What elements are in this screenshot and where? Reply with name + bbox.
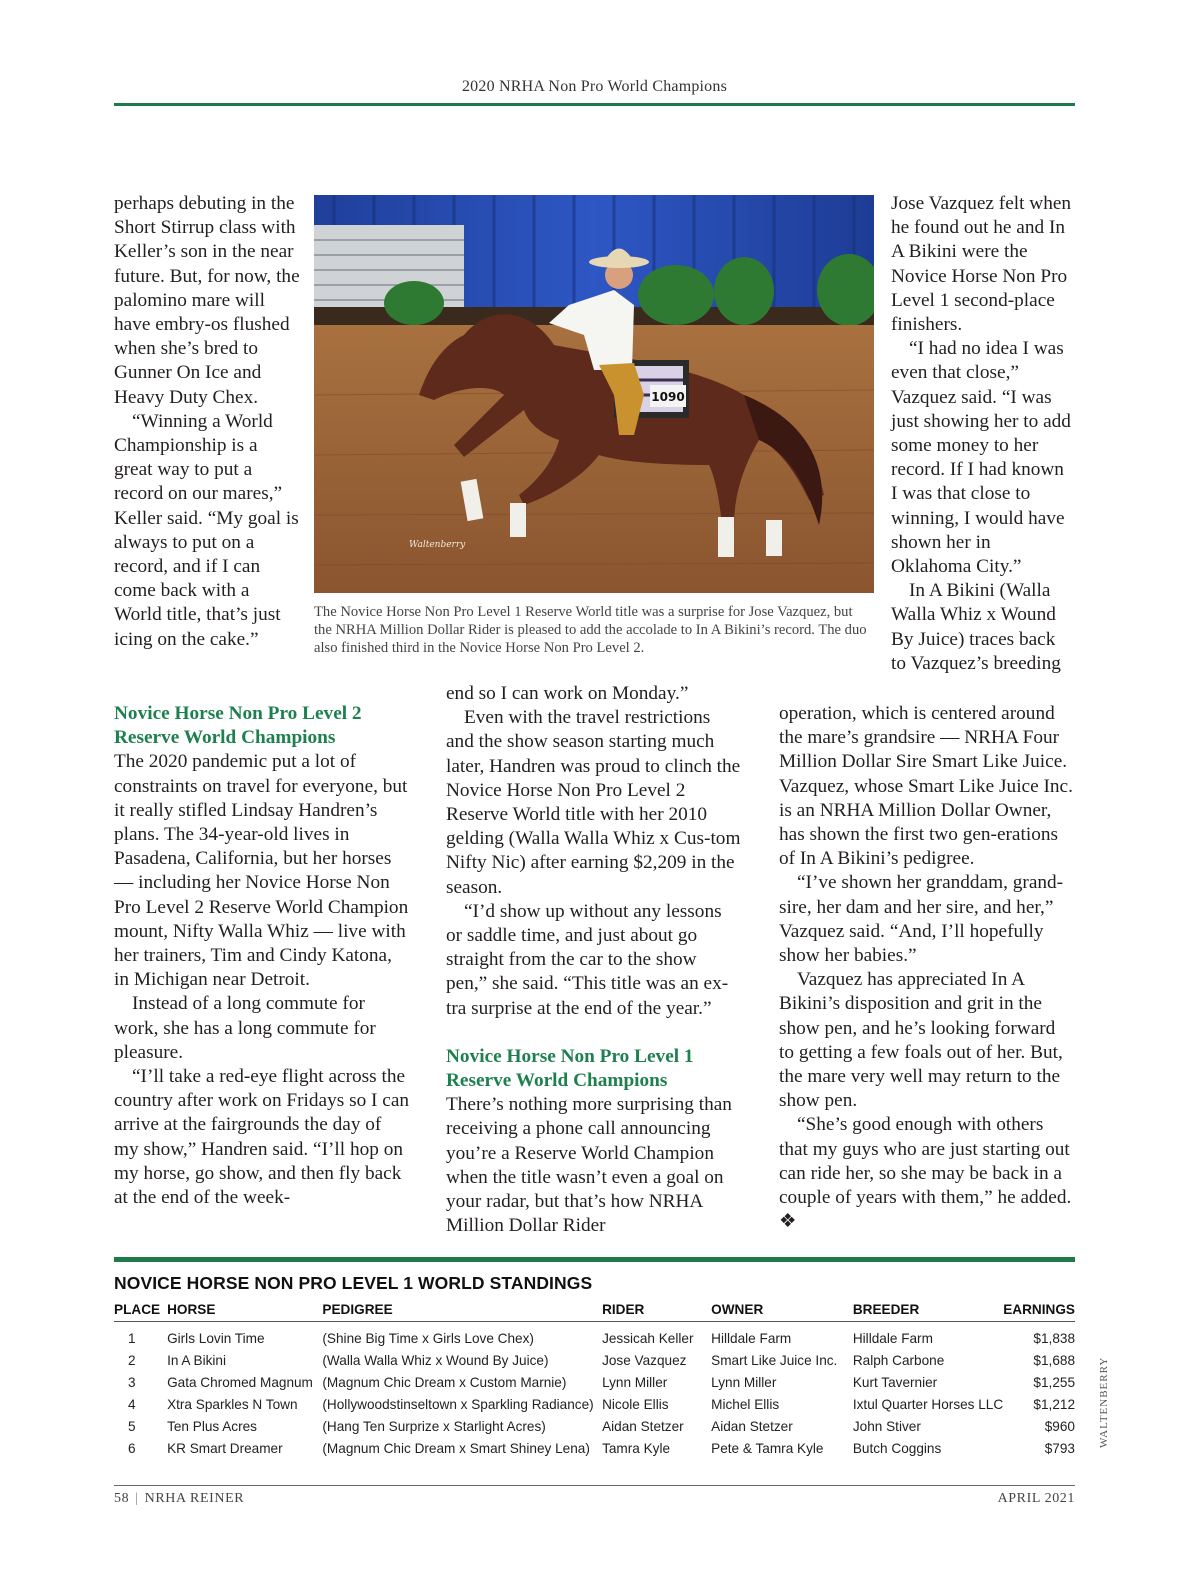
table-row [114,1350,1075,1372]
paragraph: In A Bikini (Walla Walla Whiz x Wound By Juice) traces back to Vazquez’s breeding [891,580,1061,674]
rider-cell: Lynn Miller [602,1375,668,1390]
rider-cell: Aidan Stetzer [602,1419,684,1434]
column-header: PLACE [114,1300,167,1322]
pedigree-cell: (Shine Big Time x Girls Love Chex) [322,1331,534,1346]
standings-title: NOVICE HORSE NON PRO LEVEL 1 WORLD STANDINGS [114,1273,593,1293]
earnings-cell: $1,838 [1033,1331,1075,1346]
breeder-cell: John Stiver [852,1419,921,1434]
horse-cell: Ten Plus Acres [167,1419,257,1434]
magazine-name: NRHA REINER [144,1491,245,1506]
place-cell: 2 [128,1353,136,1368]
breeder-cell: Ralph Carbone [852,1353,945,1368]
breeder-cell: Kurt Tavernier [852,1375,938,1390]
owner-cell: Lynn Miller [711,1375,777,1390]
pedigree-cell: (Magnum Chic Dream x Smart Shiney Lena) [322,1441,590,1456]
paragraph: “I had no idea I was even that close,” Vazquez said. “I was just showing her to add some money to her record. If I had known I was that close to winning, I would have shown her in Oklahoma City.” [891,338,1071,578]
breeder-cell: Butch Coggins [852,1441,942,1456]
place-cell: 3 [128,1375,136,1390]
horse-cell: Gata Chromed Magnum [167,1375,313,1390]
paragraph: “I’ll take a red-eye flight across the country after work on Fridays so I can arrive at the fairgrounds the day of my show,” Handren said. “I’ll hop on my horse, go show, and then fly back at the end of the week- [114,1066,410,1209]
paragraph: The 2020 pandemic put a lot of constraints on travel for everyone, but it really stifled Lindsay Handren’s plans. The 34-year-old lives in Pasadena, California, but her horses — including her Novice Horse Non Pro Level 2 Reserve World Champion mount, Nifty Walla Whiz — live with her trainers, Tim and Cindy Katona, in Michigan near Detroit. [114,751,409,991]
footer-rule [114,1485,1075,1486]
table-row [114,1394,1075,1416]
column-header: HORSE [167,1300,322,1322]
column-1-upper [114,192,300,652]
header-rule [114,103,1075,106]
table-header-row [114,1300,1075,1322]
column-header: EARNINGS [1003,1300,1075,1322]
rider-cell: Jose Vazquez [602,1353,687,1368]
photo-credit: WALTENBERRY [1098,1356,1110,1448]
folio [114,1491,244,1507]
earnings-cell: $793 [1044,1441,1075,1456]
column-header: PEDIGREE [322,1300,602,1322]
owner-cell: Michel Ellis [711,1397,780,1412]
place-cell: 5 [128,1419,136,1434]
column-1-lower [114,702,410,1210]
reining-photo [314,195,874,593]
paragraph: end so I can work on Monday.” [446,683,689,704]
folio-separator: | [135,1491,139,1506]
paragraph: “Winning a World Championship is a great way to put a record on our mares,” Keller said. “My goal is always to put on a record, and if I can come back with a World title, that’s just icing on the cake.” [114,410,299,650]
column-header: RIDER [602,1300,711,1322]
breeder-cell: Hilldale Farm [852,1331,933,1346]
owner-cell: Smart Like Juice Inc. [711,1353,838,1368]
column-header: BREEDER [853,1300,1003,1322]
table-row [114,1416,1075,1438]
horse-cell: In A Bikini [167,1353,227,1368]
pedigree-cell: (Magnum Chic Dream x Custom Marnie) [322,1375,567,1390]
paragraph: operation, which is centered around the mare’s grandsire — NRHA Four Million Dollar Sire Smart Like Juice. Vazquez, whose Smart Like Juice Inc. is an NRHA Million Dollar Owner, has shown the first two gen-erations of In A Bikini’s pedigree. [779,703,1073,870]
back-number: 1090 [651,390,685,404]
owner-cell: Hilldale Farm [711,1331,792,1346]
place-cell: 4 [128,1397,136,1412]
paragraph: Jose Vazquez felt when he found out he and In A Bikini were the Novice Horse Non Pro Level 1 second-place finishers. [891,193,1072,336]
pedigree-cell: (Walla Walla Whiz x Wound By Juice) [322,1353,549,1368]
paragraph: Even with the travel restrictions and the show season starting much later, Handren was proud to clinch the Novice Horse Non Pro Level 2 Reserve World title with her 2010 gelding (Walla Walla Whiz x Cus-tom Nifty Nic) after earning $2,209 in the season. [446,707,741,898]
owner-cell: Pete & Tamra Kyle [711,1441,824,1456]
horse-cell: KR Smart Dreamer [167,1441,283,1456]
standings-table [114,1300,1075,1460]
issue-date: APRIL 2021 [997,1491,1075,1506]
paragraph: “I’ve shown her granddam, grand-sire, her dam and her sire, and her,” Vazquez said. “And, I’ll hopefully show her babies.” [779,872,1064,967]
column-3-lower [779,702,1075,1234]
owner-cell: Aidan Stetzer [711,1419,793,1434]
column-2-lower [446,682,742,1238]
horse-cell: Girls Lovin Time [167,1331,265,1346]
running-head: 2020 NRHA Non Pro World Champions [461,78,728,95]
table-row [114,1322,1075,1351]
paragraph: Instead of a long commute for work, she has a long commute for pleasure. [114,993,376,1063]
section-heading-level-1: Novice Horse Non Pro Level 1 Reserve World Champions [446,1045,694,1092]
column-header: OWNER [711,1300,853,1322]
paragraph: Vazquez has appreciated In A Bikini’s disposition and grit in the show pen, and he’s looking forward to getting a few foals out of her. But, the mare very well may return to the show pen. [779,969,1063,1112]
place-cell: 6 [128,1441,136,1456]
section-heading-level-2: Novice Horse Non Pro Level 2 Reserve World Champions [114,703,362,749]
paragraph: There’s nothing more surprising than receiving a phone call announcing you’re a Reserve World Champion when the title wasn’t even a goal on your radar, but that’s how NRHA Million Dollar Rider [446,1094,732,1237]
table-rule [114,1257,1075,1262]
horse-cell: Xtra Sparkles N Town [167,1397,298,1412]
rider-cell: Jessicah Keller [602,1331,694,1346]
earnings-cell: $1,212 [1033,1397,1075,1412]
paragraph: “I’d show up without any lessons or saddle time, and just about go straight from the car to the show pen,” she said. “This title was an ex-tra surprise at the end of the year.” [446,900,729,1019]
photo-caption: The Novice Horse Non Pro Level 1 Reserve World title was a surprise for Jose Vazquez, but the NRHA Million Dollar Rider is pleased to add the accolade to In A Bikini’s record. The duo also finished third in the Novice Horse Non Pro Level 2. [314,604,867,656]
place-cell: 1 [128,1331,136,1346]
page-number: 58 [114,1491,130,1506]
breeder-cell: Ixtul Quarter Horses LLC [852,1397,1004,1412]
table-row [114,1438,1075,1460]
rider-cell: Tamra Kyle [602,1441,671,1456]
earnings-cell: $1,688 [1033,1353,1075,1368]
earnings-cell: $1,255 [1033,1375,1075,1390]
paragraph: perhaps debuting in the Short Stirrup class with Keller’s son in the near future. But, for now, the palomino mare will have embry-os flushed when she’s bred to Gunner On Ice and Heavy Duty Chex. [114,193,300,408]
earnings-cell: $960 [1044,1419,1075,1434]
pedigree-cell: (Hang Ten Surprize x Starlight Acres) [322,1419,546,1434]
photo-watermark: Waltenberry [409,540,466,550]
column-3-upper [891,192,1075,676]
horse-and-rider-image [314,195,874,593]
paragraph: “She’s good enough with others that my guys who are just starting out can ride her, so she may be back in a couple of years with them,” he added. ❖ [779,1114,1072,1233]
rider-cell: Nicole Ellis [602,1397,669,1412]
pedigree-cell: (Hollywoodstinseltown x Sparkling Radiance) [322,1397,594,1412]
table-row [114,1372,1075,1394]
